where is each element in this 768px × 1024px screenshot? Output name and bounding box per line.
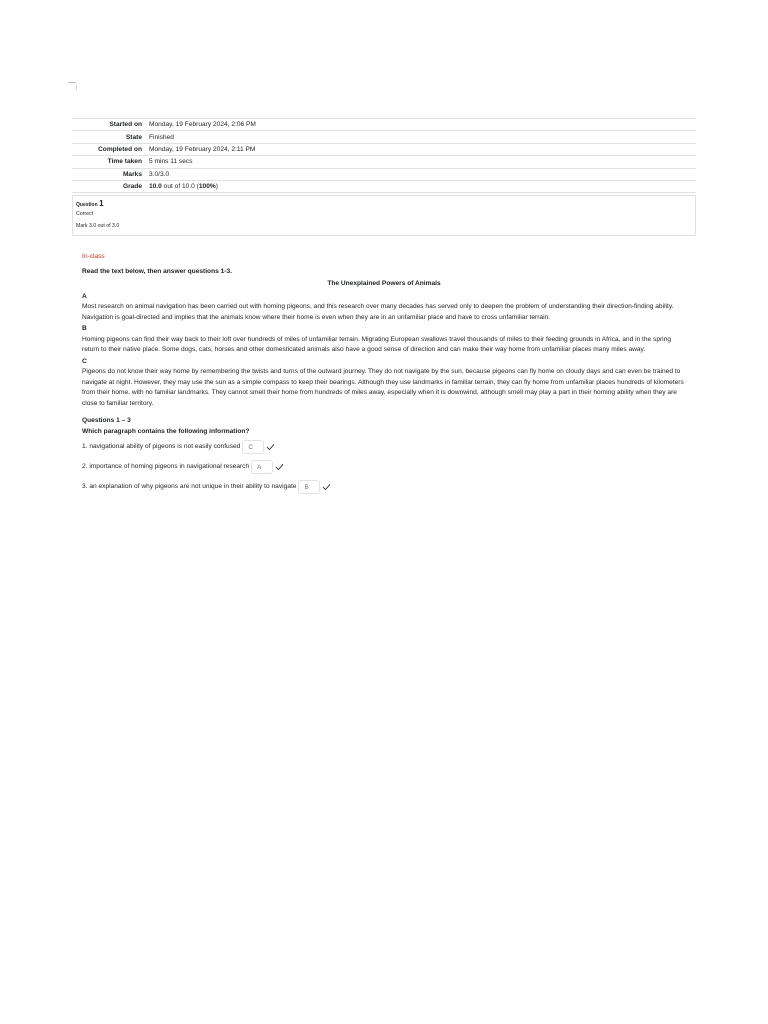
summary-label: Marks: [122, 170, 142, 178]
attempt-summary-table: [72, 118, 696, 193]
summary-row-marks: [72, 168, 696, 180]
summary-row-time-taken: [72, 155, 696, 167]
questions-heading: Questions 1 – 3: [82, 417, 131, 424]
grade-score: 10.0: [149, 183, 162, 191]
grade-out-of: out of 10.0 (: [161, 183, 199, 191]
question-number-value: 1: [99, 199, 104, 208]
paragraph-letter-b: B: [82, 325, 87, 332]
decorative-mark: [68, 82, 76, 83]
question-number: [76, 199, 104, 208]
questions-subheading: Which paragraph contains the following information?: [82, 427, 250, 435]
summary-label: Completed on: [98, 145, 142, 153]
paragraph-text-a: Most research on animal navigation has been carried out with homing pigeons, and this research over many decades has served only to deepen the problem of understanding their direction-finding ability. Navigation is goal-directed and implies that the animals know where their home is even when they are in an unfamiliar place and have to cross unfamiliar terrain.: [82, 303, 674, 321]
decorative-mark: [76, 85, 77, 90]
summary-label: Started on: [109, 121, 142, 129]
question-content: [82, 252, 686, 497]
summary-row-started-on: [72, 118, 696, 130]
answer-select[interactable]: A: [251, 460, 273, 474]
question-text: 2. importance of homing pigeons in navigational research: [82, 462, 250, 470]
answer-select[interactable]: C: [242, 440, 264, 454]
question-row: [82, 477, 686, 497]
summary-value: [149, 183, 218, 190]
answer-select[interactable]: B: [298, 480, 320, 494]
question-prefix: Question: [76, 202, 100, 208]
grade-percent: 100%: [198, 183, 216, 191]
paragraph-text-b: Homing pigeons can find their way back to their loft over hundreds of miles of unfamiliar terrain. Migrating European swallows travel thousands of miles to their feeding grounds in Africa, and in the spring return to their native place. Some dogs, cats, horses and other domesticated animals also have a good sense of direction and can make their way home from unfamiliar places many miles away.: [82, 335, 671, 353]
summary-value: 3.0/3.0: [149, 170, 170, 178]
check-icon: [266, 443, 275, 451]
summary-row-completed-on: [72, 143, 696, 155]
check-icon: [275, 463, 284, 471]
paragraph-letter-a: A: [82, 292, 87, 300]
summary-value: Monday, 19 February 2024, 2:11 PM: [149, 145, 256, 153]
passage-title: The Unexplained Powers of Animals: [327, 280, 441, 287]
summary-label: Time taken: [107, 158, 142, 166]
grade-close: ): [215, 183, 218, 191]
check-icon: [322, 483, 331, 491]
question-text: 1. navigational ability of pigeons is not easily confused: [82, 442, 241, 450]
summary-row-state: [72, 130, 696, 142]
question-info-box: [72, 195, 696, 236]
summary-row-grade: [72, 180, 696, 193]
summary-value: 5 mins 11 secs: [149, 158, 193, 166]
question-row: [82, 437, 686, 457]
question-state: Correct: [76, 211, 94, 217]
question-mark: Mark 3.0 out of 3.0: [76, 223, 120, 229]
paragraph-text-c: Pigeons do not know their way home by remembering the twists and turns of the outward journey. They do not navigate by the sun, because pigeons can fly home on cloudy days and can even be trained to navigate at night. However, they may use the sun as a simple compass to keep their bearings. Although they use landmarks in familiar terrain, they can fly home from unfamiliar places hundreds of kilometers from their home, with no familiar landmarks. They cannot smell their home from hundreds of miles away, especially when it is downwind, although smell may play a part in their homing ability when they are close to familiar territory.: [82, 368, 684, 407]
in-class-tag: In-class: [82, 253, 105, 260]
paragraph-letter-c: C: [82, 357, 87, 365]
instruction-text: Read the text below, then answer questions 1-3.: [82, 267, 232, 275]
summary-label: State: [125, 133, 142, 141]
question-text: 3. an explanation of why pigeons are not unique in their ability to navigate: [82, 482, 297, 490]
summary-label: Grade: [122, 183, 142, 191]
question-row: [82, 457, 686, 477]
summary-value: Monday, 19 February 2024, 2:06 PM: [149, 121, 256, 129]
summary-value: Finished: [149, 133, 174, 141]
